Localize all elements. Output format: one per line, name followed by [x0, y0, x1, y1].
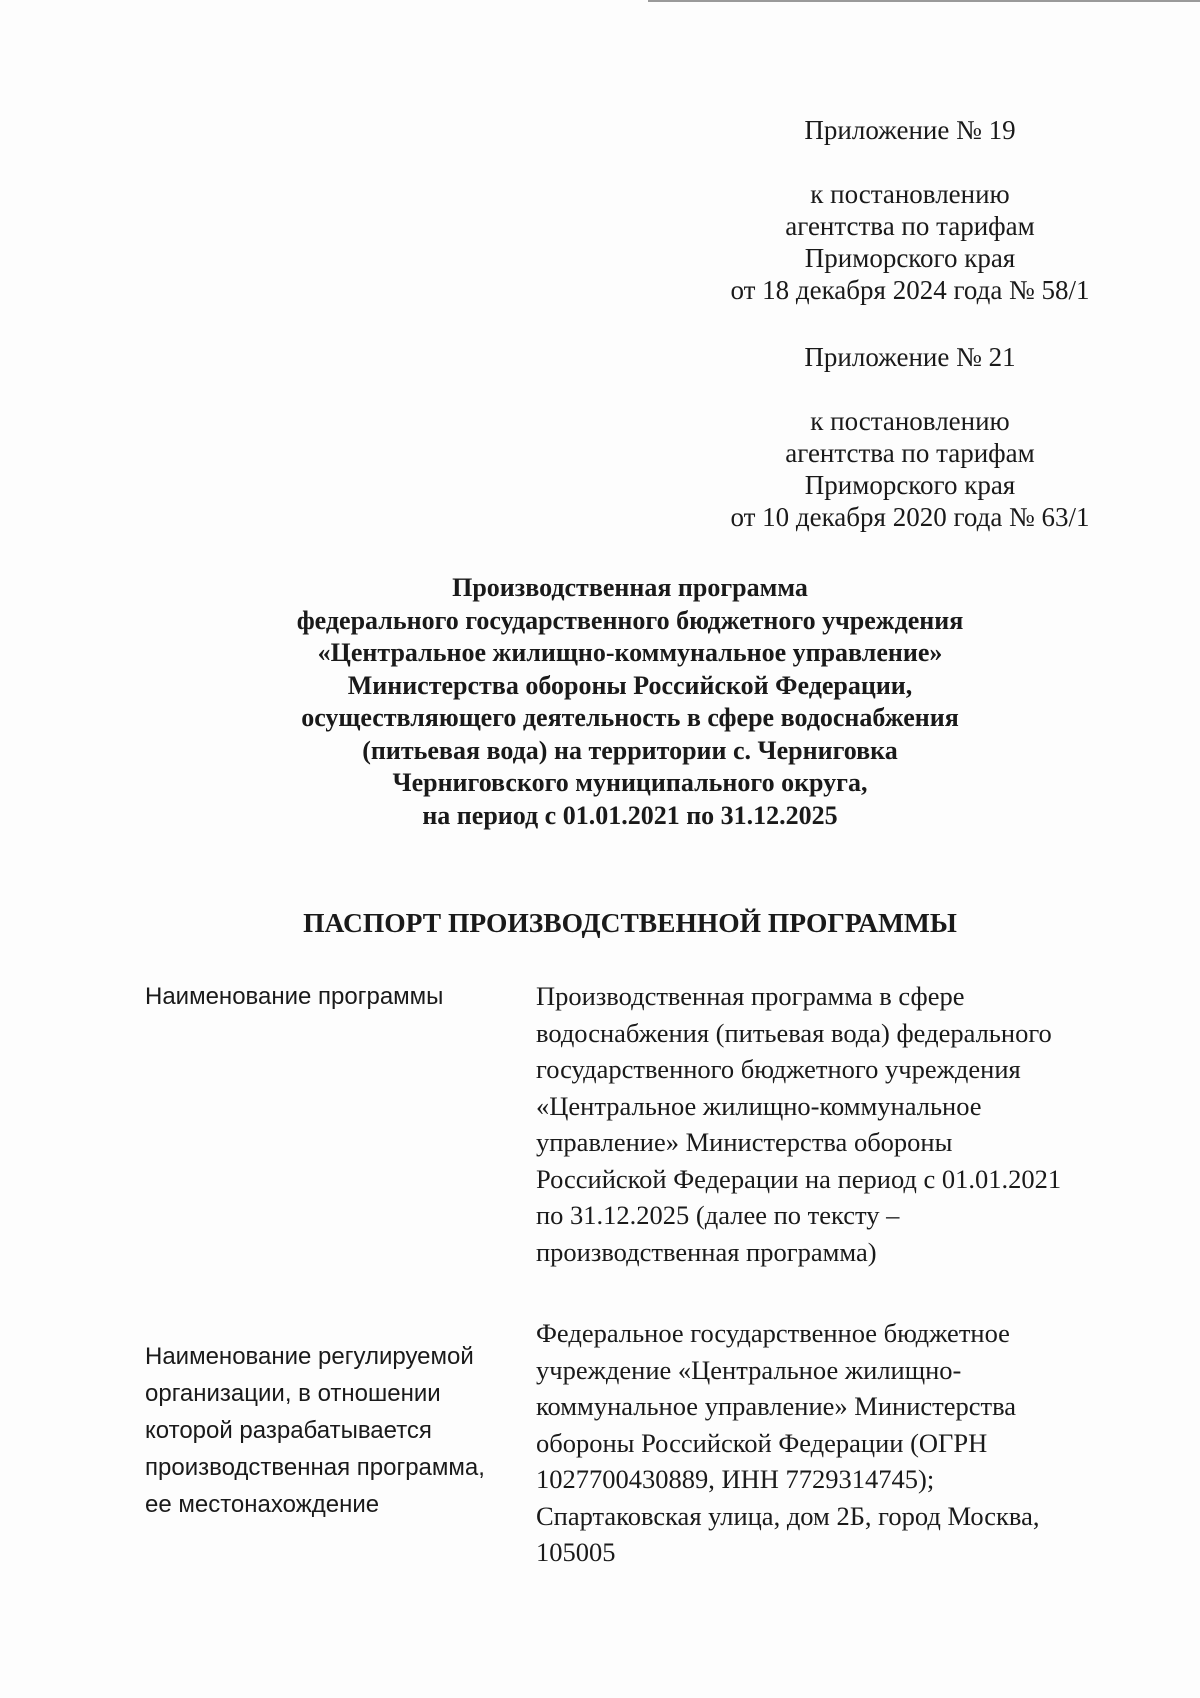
title-line: Производственная программа: [452, 573, 808, 602]
value-line: 1027700430889, ИНН 7729314745);: [536, 1464, 935, 1494]
appendix-line: агентства по тарифам: [785, 211, 1035, 241]
value-line: Производственная программа в сфере: [536, 981, 965, 1011]
value-line: управление» Министерства обороны: [536, 1127, 953, 1157]
title-line: на период с 01.01.2021 по 31.12.2025: [422, 800, 838, 830]
scan-edge-line: [648, 0, 1200, 2]
passport-heading: ПАСПОРТ ПРОИЗВОДСТВЕННОЙ ПРОГРАММЫ: [303, 907, 957, 938]
title-line: осуществляющего деятельность в сфере водоснабжения: [301, 703, 959, 732]
appendix-number: Приложение № 19: [804, 115, 1016, 145]
appendix-21-block: [700, 341, 1120, 533]
value-line: Российской Федерации на период с 01.01.2021: [536, 1163, 1062, 1194]
value-line: коммунальное управление» Министерства: [536, 1391, 1017, 1421]
label-line: организации, в отношении: [145, 1380, 441, 1407]
value-line: водоснабжения (питьевая вода) федерального: [536, 1017, 1052, 1048]
program-name-value: [536, 978, 1126, 1270]
label-line: Наименование программы: [145, 983, 444, 1010]
organization-value: [536, 1315, 1126, 1571]
label-line: Наименование регулируемой: [145, 1343, 474, 1370]
label-line: ее местонахождение: [145, 1491, 380, 1518]
value-line: учреждение «Центральное жилищно-: [536, 1354, 962, 1385]
title-line: федерального государственного бюджетного учреждения: [296, 605, 964, 635]
appendix-19-block: [700, 114, 1120, 306]
value-line: государственного бюджетного учреждения: [536, 1054, 1021, 1084]
value-line: по 31.12.2025 (далее по тексту –: [536, 1200, 900, 1230]
appendix-line: агентства по тарифам: [785, 438, 1035, 468]
appendix-line: Приморского края: [804, 243, 1016, 273]
value-line: производственная программа): [536, 1236, 877, 1267]
title-line: Черниговского муниципального округа,: [392, 768, 868, 797]
program-name-label: [145, 978, 525, 1015]
value-line: обороны Российской Федерации (ОГРН: [536, 1427, 988, 1458]
value-line: Спартаковская улица, дом 2Б, город Москва,: [536, 1500, 1040, 1531]
appendix-number: Приложение № 21: [804, 342, 1016, 372]
title-line: Министерства обороны Российской Федерации,: [347, 670, 913, 700]
value-line: 105005: [536, 1537, 616, 1567]
appendix-line: от 10 декабря 2020 года № 63/1: [730, 502, 1090, 532]
label-line: которой разрабатывается: [145, 1417, 432, 1444]
title-line: «Центральное жилищно-коммунальное управление»: [317, 638, 943, 667]
title-line: (питьевая вода) на территории с. Черниговка: [362, 735, 898, 765]
organization-label: [145, 1338, 525, 1523]
appendix-line: Приморского края: [804, 470, 1016, 500]
program-title: [160, 572, 1100, 832]
appendix-line: к постановлению: [810, 406, 1010, 436]
value-line: «Центральное жилищно-коммунальное: [536, 1090, 982, 1121]
appendix-line: к постановлению: [810, 179, 1010, 209]
label-line: производственная программа,: [145, 1454, 485, 1481]
appendix-line: от 18 декабря 2024 года № 58/1: [730, 275, 1090, 305]
value-line: Федеральное государственное бюджетное: [536, 1318, 1010, 1348]
